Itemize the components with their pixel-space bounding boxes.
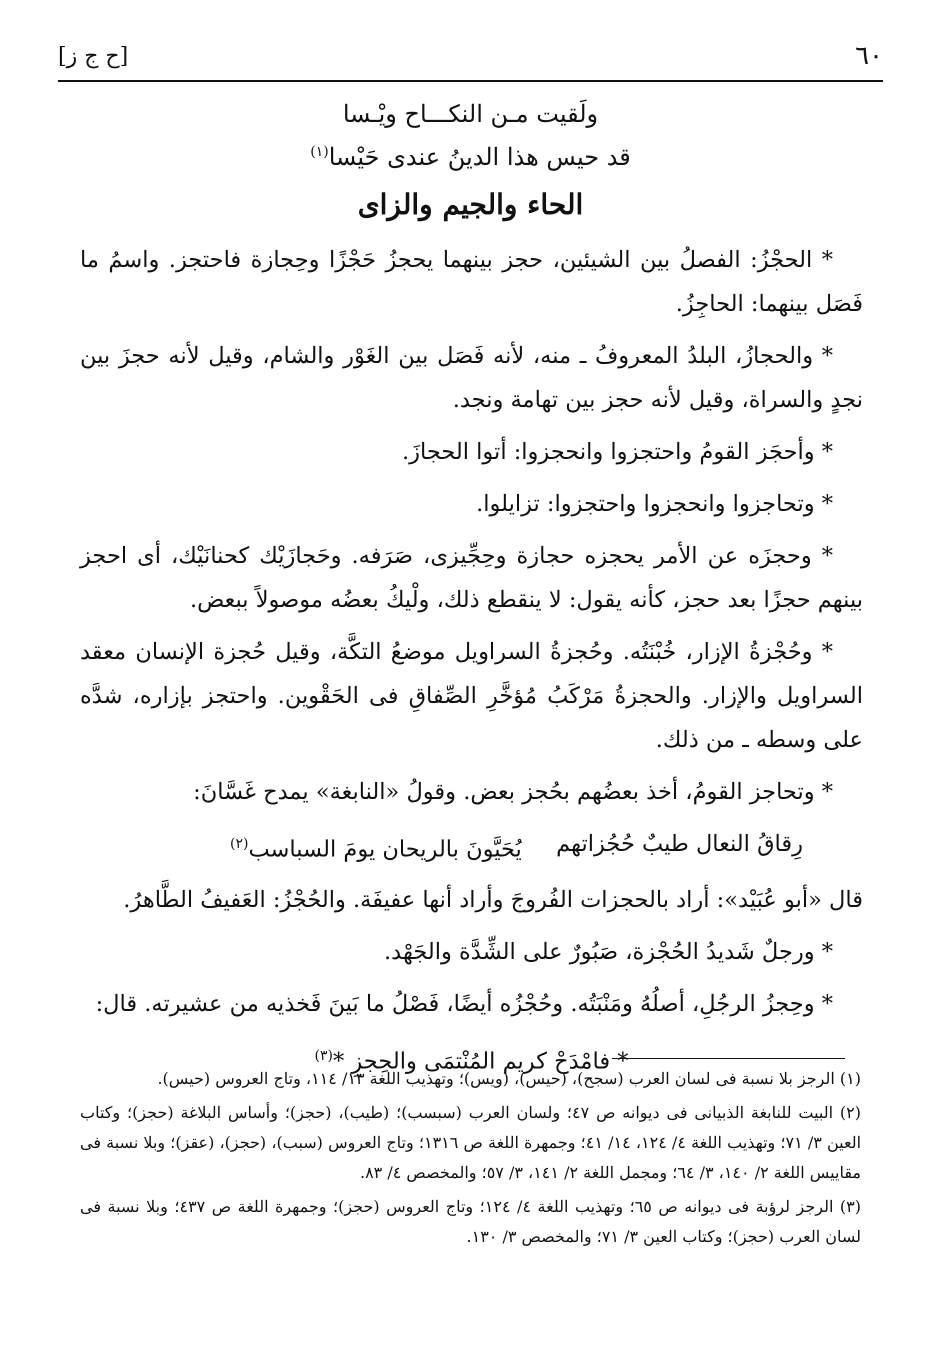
page-number: ٦٠ — [855, 41, 883, 71]
footnotes — [80, 1064, 861, 1256]
page-header — [58, 36, 883, 76]
footnote: (١) الرجز بلا نسبة فى لسان العرب (سجح)، (حيس)، (ويس)؛ وتهذيب اللغة ١٣/ ١١٤، وتاج العروس (حيس). — [157, 1069, 861, 1088]
paragraph: * والحجازُ، البلدُ المعروفُ ـ منه، لأنه فَصَل بين الغَوْر والشام، وقيل لأنه حجزَ بين نجدٍ والسراة، وقيل لأنه حجز بين تهامة ونجد. — [80, 343, 863, 413]
paragraph: * وتحاجزوا وانحجزوا واحتجزوا: تزايلوا. — [476, 491, 833, 517]
paragraph: * وحُجْزةُ الإزار، خُبْنَتُه. وحُجزةُ السراويل موضعُ التكَّة، وقيل حُجزة الإنسان معقد السراويل والإزار. والحجزةُ مَرْكَبُ مُؤخَّرِ الصِّفاقِ فى الحَقْوين. واحتجز بإزاره، شدَّه على وسطه ـ من ذلك. — [80, 639, 863, 753]
header-rule — [58, 80, 883, 82]
paragraph: * وأحجَز القومُ واحتجزوا وانحجزوا: أتوا الحجازَ. — [402, 439, 833, 465]
paragraph: * وحِجزُ الرجُلِ، أصلُهُ ومَنْبَتُه. وحُجْزُه أيضًا، فَصْلُ ما بَينَ فَخذيه من عشيرته. قال: — [95, 990, 833, 1017]
footnote-rule — [612, 1058, 845, 1059]
paragraph: * ورجلٌ شَديدُ الحُجْزة، صَبُورٌ على الشِّدَّة والجَهْد. — [384, 938, 833, 965]
opening-verse-line-2: قد حيس هذا الدينُ عندى حَيْسا$^{(١)}$ — [310, 143, 631, 171]
footnote: (٢) البيت للنابغة الذبيانى فى ديوانه ص ٤٧؛ ولسان العرب (سبسب)؛ (طيب)، (حجز)؛ وأساس البلاغة (حجز)؛ وكتاب العين ٣/ ٧١؛ وتهذيب اللغة ٤/ ١٢٤، ١٤/ ٤١؛ وجمهرة اللغة ص ١٣١٦؛ وتاج العروس (سبب)، (حجز)، (عقز)؛ وبلا نسبة فى مقاييس اللغة ٢/ ١٤٠، ٣/ ٦٤؛ ومجمل اللغة ٢/ ١٤١، ٣/ ٥٧؛ والمخصص ٤/ ٨٣. — [80, 1103, 862, 1182]
section-title: الحاء والجيم والزاى — [357, 188, 584, 221]
footnote: (٣) الرجز لرؤبة فى ديوانه ص ٦٥؛ وتهذيب اللغة ٤/ ١٢٤؛ وتاج العروس (حجز)؛ وجمهرة اللغة ص ٤٣٧؛ وبلا نسبة فى لسان العرب (حجز)؛ وكتاب العين ٣/ ٧١؛ والمخصص ٣/ ١٣٠. — [80, 1197, 862, 1246]
poem-hemistich-2: يُحَيَّونَ بالريحان يومَ السباسب$^{(٢)}$ — [230, 836, 522, 863]
paragraph: * وحجزَه عن الأمر يحجزه حجازة وحِجِّيزى، صَرَفه. وحَجازَيْك كحنانَيْك، أى احجز بينهم حجزًا بعد حجز، كأنه يقول: لا ينقطع ذلك، ولْيكُ بعضُه موصولاً ببعض. — [80, 543, 863, 613]
footnote-ref: (٢) — [230, 836, 249, 852]
root-tag: [ح ج ز] — [58, 43, 129, 69]
paragraph: * وتحاجز القومُ، أخذ بعضُهم بحُجز بعض. وقولُ «النابغة» يمدح غَسَّانَ: — [193, 779, 833, 805]
paragraph: * الحجْزُ: الفصلُ بين الشيئين، حجز بينهما يحجزُ حَجْزًا وحِجازة فاحتجز. واسمُ ما فَصَل بينهما: الحاجِزُ. — [80, 247, 863, 317]
paragraph: قال «أبو عُبَيْد»: أراد بالحجزات الفُروجَ وأراد أنها عفيفَة. والحُجْزُ: العَفيفُ الطَّاهرُ. — [123, 886, 863, 913]
opening-verse-line-1: ولَقيت مـن النكـــاح ويْـسا — [342, 100, 599, 128]
poem-verse — [80, 822, 863, 872]
poem-hemistich-1: رِقاقُ النعال طيبٌ حُجُزاتهم — [556, 831, 803, 857]
body-text — [80, 238, 863, 1083]
closing-verse: * فامْدَحْ كريم المُنْتمَى والحِجزِ *$^{(٣)}$ — [314, 1047, 629, 1074]
footnote-ref: (١) — [310, 144, 329, 160]
footnote-ref: (٣) — [314, 1047, 333, 1064]
